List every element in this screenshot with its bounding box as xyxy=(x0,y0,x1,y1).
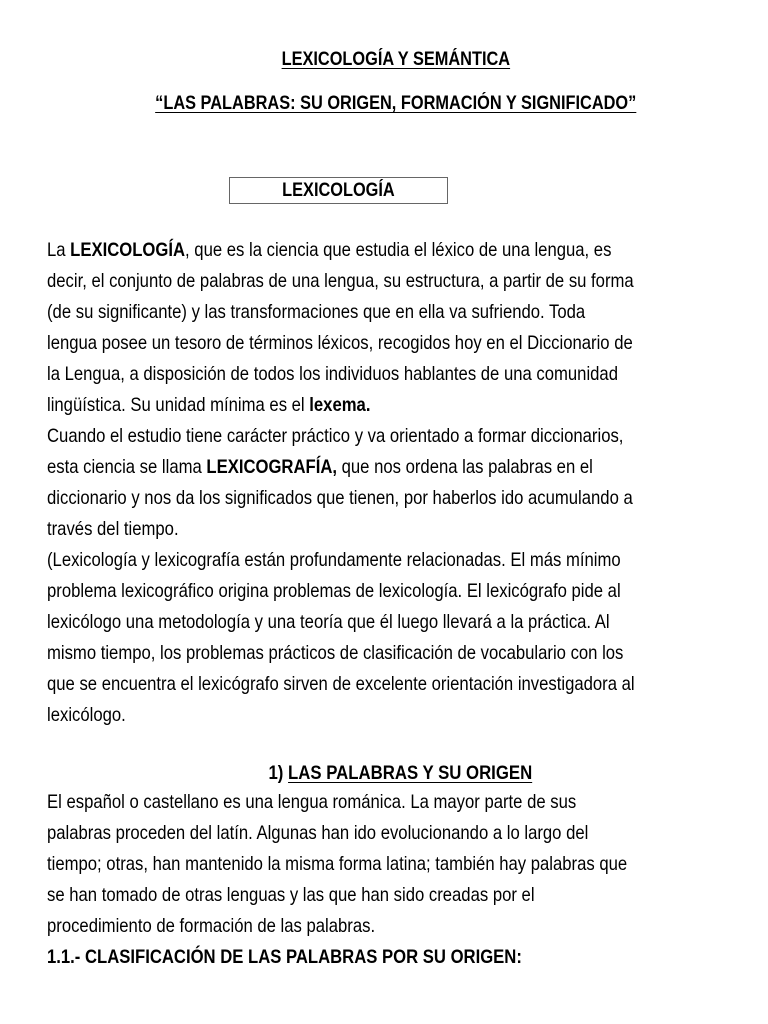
paragraph-lexicologia-definition xyxy=(47,235,723,731)
text-line: (Lexicología y lexicografía están profundamente relacionadas. El más mínimo xyxy=(47,549,621,571)
subsection-heading: 1.1.- CLASIFICACIÓN DE LAS PALABRAS POR SU ORIGEN: xyxy=(47,946,522,968)
text-line: se han tomado de otras lenguas y las que han sido creadas por el xyxy=(47,884,535,906)
text-line: través del tiempo. xyxy=(47,518,179,540)
text-line: El español o castellano es una lengua románica. La mayor parte de sus xyxy=(47,791,577,813)
text-line: la Lengua, a disposición de todos los individuos hablantes de una comunidad xyxy=(47,363,618,385)
document-title: LEXICOLOGÍA Y SEMÁNTICA xyxy=(281,49,511,70)
paragraph-origen xyxy=(47,787,723,973)
text-line: lingüística. Su unidad mínima es el lexema. xyxy=(47,394,371,416)
text-line: Cuando el estudio tiene carácter práctico y va orientado a formar diccionarios, xyxy=(47,425,624,447)
text-line: lexicólogo una metodología y una teoría que él luego llevará a la práctica. Al xyxy=(47,611,610,633)
text-line: tiempo; otras, han mantenido la misma forma latina; también hay palabras que xyxy=(47,853,628,875)
text-line: mismo tiempo, los problemas prácticos de clasificación de vocabulario con los xyxy=(47,642,624,664)
document-subtitle: “LAS PALABRAS: SU ORIGEN, FORMACIÓN Y SIGNIFICADO” xyxy=(155,93,637,114)
text-line: palabras proceden del latín. Algunas han ido evolucionando a lo largo del xyxy=(47,822,589,844)
text-line: lexicólogo. xyxy=(47,704,126,726)
text-line: problema lexicográfico origina problemas de lexicología. El lexicógrafo pide al xyxy=(47,580,621,602)
text-line: esta ciencia se llama LEXICOGRAFÍA, que nos ordena las palabras en el xyxy=(47,456,593,478)
text-line: (de su significante) y las transformaciones que en ella va sufriendo. Toda xyxy=(47,301,586,323)
section-heading-origen: 1) LAS PALABRAS Y SU ORIGEN xyxy=(268,762,532,784)
text-line: lengua posee un tesoro de términos léxicos, recogidos hoy en el Diccionario de xyxy=(47,332,633,354)
text-line: que se encuentra el lexicógrafo sirven de excelente orientación investigadora al xyxy=(47,673,635,695)
text-line: decir, el conjunto de palabras de una lengua, su estructura, a partir de su forma xyxy=(47,270,634,292)
section-box-heading: LEXICOLOGÍA xyxy=(229,177,448,204)
text-line: procedimiento de formación de las palabras. xyxy=(47,915,376,937)
text-line: diccionario y nos da los significados que tienen, por haberlos ido acumulando a xyxy=(47,487,633,509)
text-line: La LEXICOLOGÍA, que es la ciencia que estudia el léxico de una lengua, es xyxy=(47,239,612,261)
